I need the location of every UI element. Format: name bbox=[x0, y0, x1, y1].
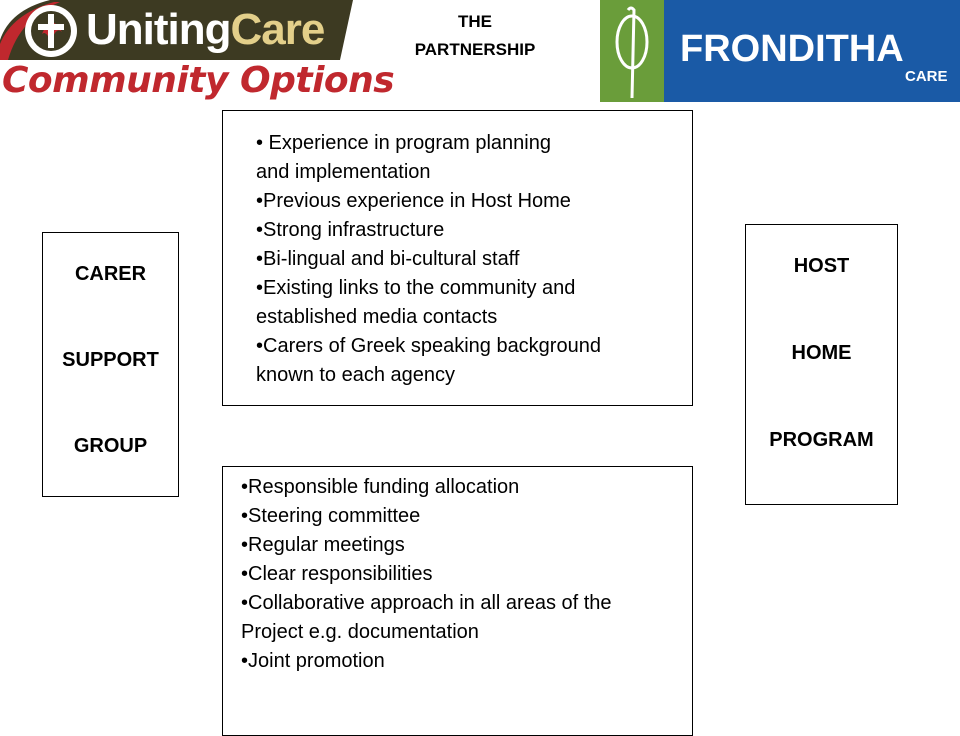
governance-box bbox=[222, 466, 693, 736]
list-item: • Experience in program planning bbox=[256, 132, 551, 154]
unitingcare-logo bbox=[0, 0, 395, 110]
list-item: •Clear responsibilities bbox=[241, 563, 433, 585]
cross-flame-icon bbox=[20, 2, 82, 60]
right-box-line-2: HOME bbox=[791, 342, 852, 364]
right-box-line-3: PROGRAM bbox=[769, 429, 874, 451]
fronditha-care: CARE bbox=[905, 68, 948, 85]
unitingcare-word1: Uniting bbox=[86, 5, 231, 54]
left-box-line-3: GROUP bbox=[73, 435, 148, 457]
list-item: •Bi-lingual and bi-cultural staff bbox=[256, 248, 520, 270]
list-item: •Carers of Greek speaking background bbox=[256, 335, 601, 357]
left-box-line-2: SUPPORT bbox=[62, 349, 159, 371]
strengths-box bbox=[222, 110, 693, 406]
list-item: known to each agency bbox=[256, 364, 456, 386]
page-title bbox=[370, 8, 580, 64]
left-box-line-1: CARER bbox=[74, 263, 147, 285]
list-item: •Existing links to the community and bbox=[256, 277, 576, 299]
list-item: •Steering committee bbox=[241, 505, 421, 527]
fronditha-logo bbox=[600, 0, 960, 102]
list-item: established media contacts bbox=[256, 306, 498, 328]
unitingcare-word2: Care bbox=[230, 5, 325, 54]
title-line-2: PARTNERSHIP bbox=[414, 40, 536, 59]
list-item: •Collaborative approach in all areas of the bbox=[241, 592, 612, 614]
right-box-line-1: HOST bbox=[793, 255, 850, 277]
list-item: and implementation bbox=[256, 161, 431, 183]
host-home-program-box bbox=[745, 224, 898, 505]
unitingcare-wordmark bbox=[86, 4, 324, 56]
list-item: •Regular meetings bbox=[241, 534, 405, 556]
fronditha-green-panel bbox=[600, 0, 664, 102]
phi-icon bbox=[600, 0, 664, 102]
list-item: Project e.g. documentation bbox=[241, 621, 479, 643]
carer-support-group-box bbox=[42, 232, 179, 497]
list-item: •Previous experience in Host Home bbox=[256, 190, 571, 212]
list-item: •Strong infrastructure bbox=[256, 219, 445, 241]
title-line-1: THE bbox=[458, 12, 492, 31]
list-item: •Responsible funding allocation bbox=[241, 476, 520, 498]
list-item: •Joint promotion bbox=[241, 650, 385, 672]
fronditha-name: FRONDITHA bbox=[680, 28, 904, 70]
community-options-text: Community Options bbox=[2, 60, 395, 101]
